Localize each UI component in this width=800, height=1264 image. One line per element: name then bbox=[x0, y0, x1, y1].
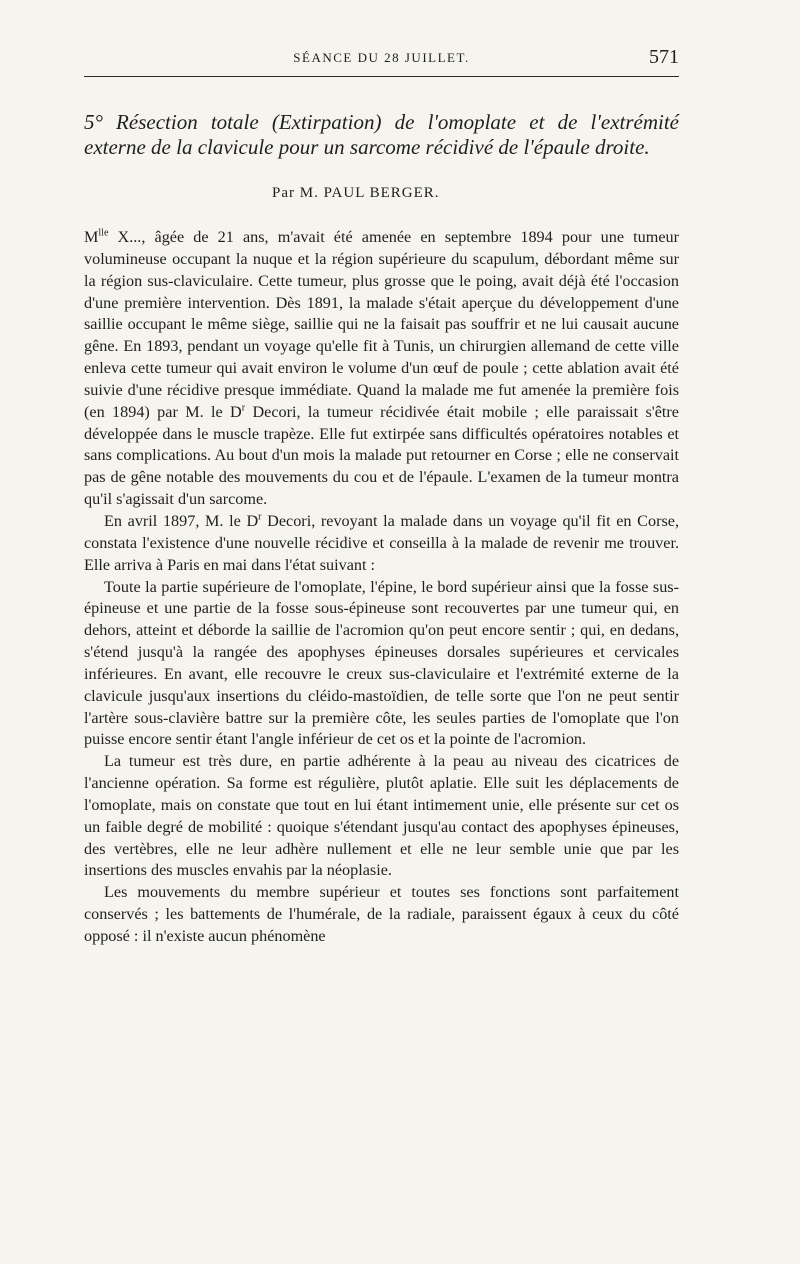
page-header bbox=[84, 44, 679, 74]
paragraph-2 bbox=[84, 511, 679, 577]
text-span: X..., âgée de 21 ans, m'avait été amenée en septembre 1894 pour une tumeur volumineuse occupant la nuque et la région supérieure du scapulum, débordant même sur la région sus-claviculaire. Cette tumeur, plus grosse que le poing, avait déjà été l'occasion d'une première intervention. Dès 1891, la malade s'était aperçue du développement d'une saillie occupant le même siège, saillie qui ne la faisait pas souffrir et ne lui causait aucune gêne. En 1893, pendant un voyage qu'elle fit à Tunis, un chirurgien allemand de cette ville enleva cette tumeur qui avait environ le volume d'un œuf de poule ; cette ablation avait été suivie d'une récidive presque immédiate. Quand la malade me fut amenée la première fois (en 1894) par M. le D bbox=[84, 228, 679, 421]
paragraph-5: Les mouvements du membre supérieur et toutes ses fonctions sont parfaitement conservés ; les battements de l'humérale, de la radiale, paraissent égaux à ceux du côté opposé : il n'existe aucun phénomène bbox=[84, 883, 679, 945]
running-head: SÉANCE DU 28 JUILLET. bbox=[293, 50, 470, 65]
page-number: 571 bbox=[649, 46, 679, 68]
paragraph-1 bbox=[84, 227, 679, 511]
text-span: Decori, la tumeur récidivée était mobile ; elle paraissait s'être développée dans le muscle trapèze. Elle fut extirpée sans difficultés opératoires notables et sans complications. Au bout d'un mois la malade put retourner en Corse ; elle ne conservait pas de gêne notable des mouvements du cou et de l'épaule. L'examen de la tumeur montra qu'il s'agissait d'un sarcome. bbox=[84, 402, 679, 509]
paragraph-4: La tumeur est très dure, en partie adhérente à la peau au niveau des cicatrices de l'ancienne opération. Sa forme est régulière, plutôt aplatie. Elle suit les déplacements de l'omoplate, mais on constate que tout en lui étant intimement unie, elle présente sur cet os un faible degré de mobilité : quoique s'étendant jusqu'au contact des apophyses épineuses, des vertèbres, elle ne leur adhère nullement et elle ne leur semble unie que par les insertions des muscles envahis par la néoplasie. bbox=[84, 752, 679, 880]
text-span: En avril 1897, M. le D bbox=[104, 511, 259, 530]
superscript: r bbox=[258, 511, 262, 523]
article-body bbox=[84, 227, 679, 948]
superscript: r bbox=[241, 402, 246, 414]
superscript: lle bbox=[98, 227, 109, 239]
header-rule bbox=[84, 76, 679, 77]
text-span: Decori, revoyant la malade dans un voyage qu'il fit en Corse, constata l'existence d'une nouvelle récidive et conseilla à la malade de revenir me trouver. Elle arriva à Paris en mai dans l'état suivant : bbox=[84, 511, 679, 574]
article-author: Par M. PAUL BERGER. bbox=[272, 185, 440, 201]
article-title: 5° Résection totale (Extirpation) de l'omoplate et de l'extrémité externe de la clavicule pour un sarcome récidivé de l'épaule droite. bbox=[84, 110, 679, 159]
paragraph-3: Toute la partie supérieure de l'omoplate, l'épine, le bord supérieur ainsi que la fosse sus-épineuse et une partie de la fosse sous-épineuse sont recouvertes par une tumeur qui, en dehors, atteint et déborde la saillie de l'acromion qu'on peut encore sentir ; qui, en dedans, s'étend jusqu'à la rangée des apophyses épineuses dorsales supérieures et cervicales inférieures. En avant, elle recouvre le creux sus-claviculaire et l'extrémité externe de la clavicule jusqu'aux insertions du cléido-mastoïdien, de telle sorte que l'on ne peut sentir l'artère sous-clavière battre sur la première côte, les seules parties de l'omoplate que l'on puisse encore sentir étant l'angle inférieur de cet os et la pointe de l'acromion. bbox=[84, 577, 679, 749]
text-span: M bbox=[84, 228, 99, 246]
